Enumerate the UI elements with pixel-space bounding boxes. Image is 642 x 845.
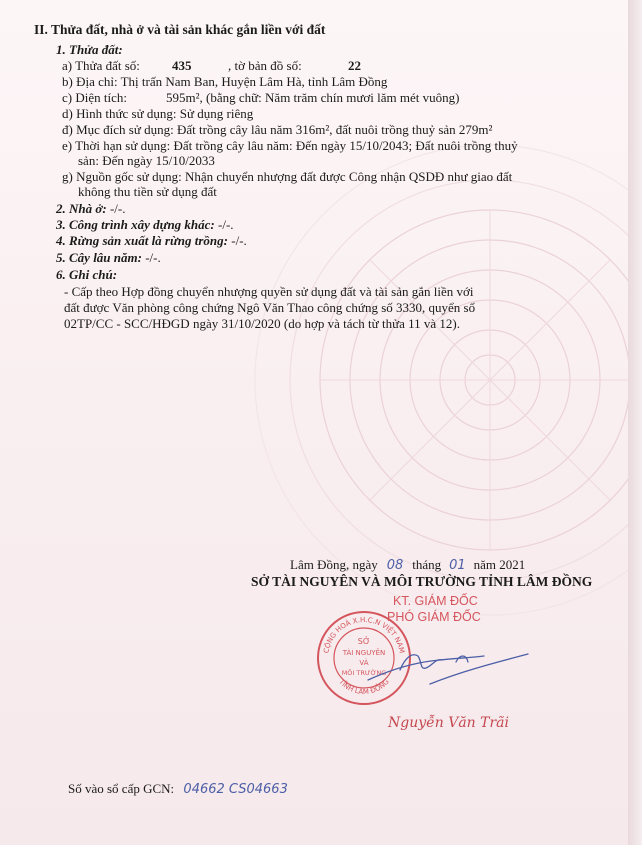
handwritten-signature [360, 640, 530, 695]
usage-form-line: d) Hình thức sử dụng: Sử dụng riêng [62, 106, 254, 121]
item2-heading: 2. Nhà ở: [56, 201, 107, 216]
registry-row [68, 781, 288, 797]
note-line-1: - Cấp theo Hợp đồng chuyển nhượng quyền sử dụng đất và tài sản gắn liền với [64, 284, 474, 299]
area-value: 595m², (bằng chữ: Năm trăm chín mươi lăm mét vuông) [166, 90, 460, 105]
item2-value: -/-. [109, 201, 126, 216]
item3-heading: 3. Công trình xây dựng khác: [56, 217, 215, 232]
seal-center-1: SỞ [357, 637, 371, 646]
registry-label: Số vào sổ cấp GCN: [68, 781, 175, 796]
role-line-1: KT. GIÁM ĐỐC [393, 594, 478, 608]
item5-row [56, 250, 161, 265]
authority-name: SỞ TÀI NGUYÊN VÀ MÔI TRƯỜNG TỈNH LÂM ĐỒNG [251, 574, 593, 589]
registry-value: 04662 CS04663 [183, 782, 288, 797]
origin-line-2: không thu tiền sử dụng đất [78, 184, 217, 199]
item3-value: -/-. [218, 217, 234, 232]
origin-line-1: g) Nguồn gốc sử dụng: Nhận chuyển nhượng đất được Công nhận QSDĐ như giao đất [62, 169, 513, 184]
signer-name: Nguyễn Văn Trãi [388, 715, 509, 731]
address-line: b) Địa chỉ: Thị trấn Nam Ban, Huyện Lâm Hà, tỉnh Lâm Đồng [62, 74, 388, 89]
area-label: c) Diện tích: [62, 90, 127, 105]
item6-heading: 6. Ghi chú: [56, 267, 118, 282]
seal-center-4: MÔI TRƯỜNG [341, 669, 387, 677]
item5-value: -/-. [145, 250, 161, 265]
item2-row [56, 201, 125, 216]
item4-value: -/-. [231, 233, 247, 248]
note-line-2: đất được Văn phòng công chứng Ngô Văn Thao công chứng số 3330, quyển số [64, 300, 476, 315]
issue-date [290, 557, 525, 573]
parcel-number-label: a) Thửa đất số: [62, 58, 140, 73]
date-prefix: Lâm Đồng, ngày [290, 557, 378, 572]
usage-term-line-2: sản: Đến ngày 15/10/2033 [78, 153, 215, 168]
parcel-number-value: 435 [172, 58, 192, 73]
date-year: 2021 [499, 557, 526, 572]
seal-center-2: TÀI NGUYÊN [342, 649, 386, 657]
item4-row [56, 233, 247, 248]
note-line-3: 02TP/CC - SCC/HĐGD ngày 31/10/2020 (do hợp và tách từ thửa 11 và 12). [64, 316, 461, 331]
map-sheet-label: , tờ bản đồ số: [228, 58, 302, 73]
usage-purpose-line: đ) Mục đích sử dụng: Đất trồng cây lâu năm 316m², đất nuôi trồng thuỷ sản 279m² [62, 122, 493, 137]
date-month: 01 [449, 558, 466, 573]
item4-heading: 4. Rừng sản xuất là rừng trồng: [56, 233, 228, 248]
date-year-label: năm [473, 557, 497, 572]
date-day: 08 [386, 558, 404, 573]
item1-heading: 1. Thửa đất: [56, 42, 123, 57]
map-sheet-value: 22 [348, 58, 361, 73]
seal-center-3: VÀ [359, 659, 369, 667]
item3-row [56, 217, 234, 232]
section-title: II. Thửa đất, nhà ở và tài sản khác gắn liền với đất [34, 22, 326, 37]
role-line-2: PHÓ GIÁM ĐỐC [387, 610, 481, 624]
seal-top-text: CỘNG HOÀ X.H.C.N VIỆT NAM [322, 615, 406, 654]
item5-heading: 5. Cây lâu năm: [56, 250, 142, 265]
usage-term-line-1: e) Thời hạn sử dụng: Đất trồng cây lâu năm: Đến ngày 15/10/2043; Đất nuôi trồng thuỷ [62, 138, 518, 153]
date-month-label: tháng [412, 557, 442, 572]
seal-bottom-text: TỈNH LÂM ĐỒNG [337, 677, 391, 697]
